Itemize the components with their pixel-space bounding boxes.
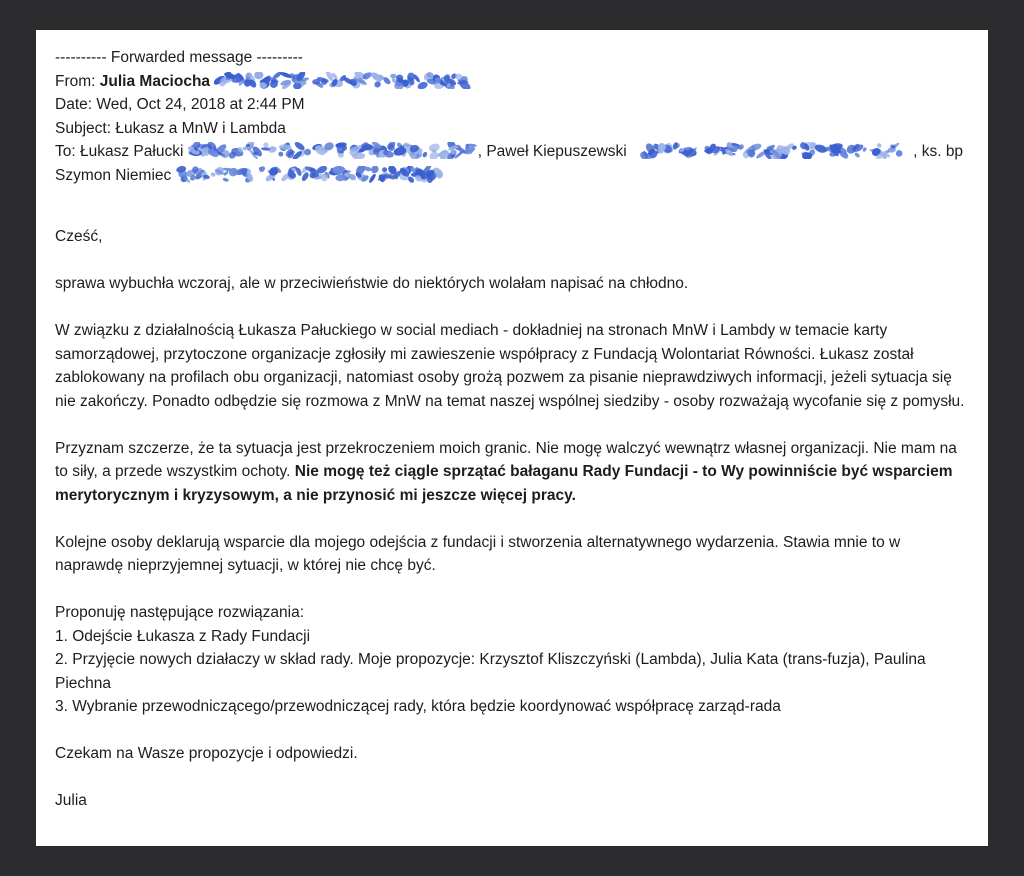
to-label: To: [55,143,76,160]
redacted-email-recipient-3 [176,166,452,183]
to-line [55,140,970,187]
paragraph-3-normal: Przyznam szczerze, że ta sytuacja jest przekroczeniem moich granic. Nie mogę walczyć wewnątrz własnej organizacji. Nie mam na to siły, a przede wszystkim ochoty. [55,439,957,480]
proposals-block [55,601,970,719]
proposal-item-3: 3. Wybranie przewodniczącego/przewodniczącej rady, która będzie koordynować współpracę zarząd-rada [55,698,781,715]
email-body [55,225,970,813]
greeting: Cześć, [55,228,103,245]
to-recipient-3: ks. bp Szymon Niemiec [55,143,964,184]
email-page [36,30,988,846]
from-name: Julia Maciocha [99,72,211,90]
signature: Julia [55,792,87,809]
date-line [55,93,970,117]
paragraph-3 [55,437,970,508]
email-content [36,30,988,813]
from-line [55,70,970,94]
proposals-intro: Proponuję następujące rozwiązania: [55,604,305,621]
date-label: Date: [55,96,93,113]
proposal-item-1: 1. Odejście Łukasza z Rady Fundacji [55,627,311,645]
to-separator-1: , [477,143,487,160]
redacted-email-from [214,72,479,89]
subject-label: Subject: [55,119,112,137]
subject-line [55,117,970,141]
to-recipient-2: Paweł Kiepuszewski [486,143,627,160]
redacted-email-recipient-1 [188,142,478,159]
to-recipient-1: Łukasz Pałucki [80,143,184,160]
from-label: From: [55,72,96,90]
paragraph-2: W związku z działalnością Łukasza Pałuckiego w social mediach - dokładniej na stronach MnW i Lambdy w temacie karty samorządowej, przytoczone organizacje zgłosiły mi zawieszenie współpracy z Fundacją Wolontariat Równości. Łukasz został zablokowany na profilach obu organizacji, natomiast osoby grożą pozwem za pisanie nieprawdziwych informacji, jeżeli sytuacja się nie zakończy. Ponadto odbędzie się rozmowa z MnW na temat naszej wspólnej siedziby - osoby rozważają wycofanie się z pomysłu. [55,322,965,410]
email-header [55,46,970,187]
proposal-item-2: 2. Przyjęcie nowych działaczy w skład rady. Moje propozycje: Krzysztof Kliszczyński (Lambda), Julia Kata (trans-fuzja), Paulina Piechna [55,651,926,692]
paragraph-1: sprawa wybuchła wczoraj, ale w przeciwieństwie do niektórych wolałam napisać na chłodno. [55,275,689,292]
closing-line: Czekam na Wasze propozycje i odpowiedzi. [55,745,358,762]
paragraph-3-bold: Nie mogę też ciągle sprzątać bałaganu Rady Fundacji - to Wy powinniście być wsparciem merytorycznym i kryzysowym, a nie przynosić mi jeszcze więcej pracy. [55,463,953,504]
forwarded-message-marker: ---------- Forwarded message --------- [55,49,303,66]
redacted-email-recipient-2 [631,142,913,159]
paragraph-4: Kolejne osoby deklarują wsparcie dla mojego odejścia z fundacji i stworzenia alternatywnego wydarzenia. Stawia mnie to w naprawdę nieprzyjemnej sytuacji, w której nie chcę być. [55,533,901,574]
subject-value: Łukasz a MnW i Lambda [115,119,286,137]
to-separator-2: , [913,143,922,160]
date-value: Wed, Oct 24, 2018 at 2:44 PM [96,96,305,113]
